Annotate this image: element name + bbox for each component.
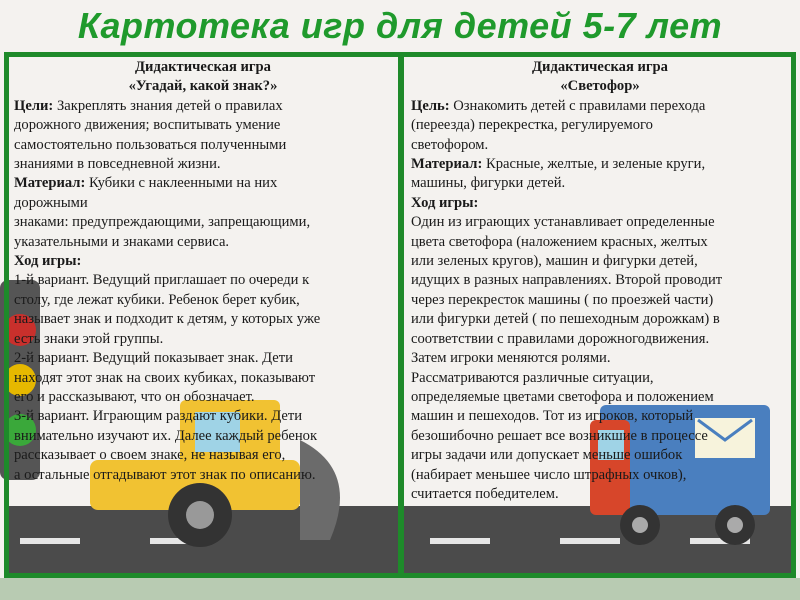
right-process-line: машин и пешеходов. Тот из игроков, который xyxy=(411,408,694,425)
right-material-line: машины, фигурки детей. xyxy=(411,175,566,192)
left-game-name: «Угадай, какой знак?» xyxy=(128,78,278,95)
left-material-line: знаками: предупреждающими, запрещающими, xyxy=(14,214,311,231)
goal-label: Цель: xyxy=(411,97,450,114)
right-goal-line: (переезда) перекрестка, регулируемого xyxy=(411,117,653,134)
right-process-line: через перекресток машины ( по проезжей части) xyxy=(411,291,714,308)
right-process-line: безошибочно решает все возникшие в процессе xyxy=(411,427,708,444)
right-game-name: «Светофор» xyxy=(560,78,640,95)
left-process-line: столу, где лежат кубики. Ребенок берет кубик, xyxy=(14,291,300,308)
right-process-line: Один из играющих устанавливает определенные xyxy=(411,214,715,231)
left-process-line: называет знак и подходит к детям, у которых уже xyxy=(14,311,321,328)
left-process-line: 2-й вариант. Ведущий показывает знак. Дети xyxy=(14,350,293,367)
right-process-line: считается победителем. xyxy=(411,485,559,502)
right-heading: Дидактическая игра xyxy=(532,59,668,75)
right-goal-line: светофором. xyxy=(411,136,489,153)
page-title: Картотека игр для детей 5-7 лет xyxy=(77,5,723,46)
left-goals-line: знаниями в повседневной жизни. xyxy=(14,156,221,173)
left-goals-line: дорожного движения; воспитывать умение xyxy=(14,117,281,134)
right-material-line: Материал: Красные, желтые, и зеленые круги, xyxy=(411,156,706,173)
right-process-line: (набирает меньшее число штрафных очков), xyxy=(411,466,687,483)
left-process-line: рассказывает о своем знаке, не называя его, xyxy=(14,447,286,464)
left-material-line: Материал: Кубики с наклеенными на них xyxy=(14,175,278,192)
left-material-line: указательными и знаками сервиса. xyxy=(14,233,230,250)
left-process-line: внимательно изучают их. Далее каждый ребенок xyxy=(14,427,318,444)
process-label: Ход игры: xyxy=(411,194,479,211)
material-label: Материал: xyxy=(411,156,483,173)
right-process-line: цвета светофора (наложением красных, желтых xyxy=(411,233,708,250)
left-material-line: дорожными xyxy=(14,194,88,211)
right-column xyxy=(411,58,789,504)
right-process-line: Затем игроки меняются ролями. xyxy=(411,350,611,367)
left-column xyxy=(14,58,392,485)
right-process-line: или зеленых кругов), машин и фигурки детей, xyxy=(411,253,698,270)
material-label: Материал: xyxy=(14,175,86,192)
right-process-line: идущих в разных направлениях. Второй проводит xyxy=(411,272,723,289)
right-process-line: игры задачи или допускает меньше ошибок xyxy=(411,447,683,464)
right-goal-line: Цель: Ознакомить детей с правилами перехода xyxy=(411,97,706,114)
right-process-line: соответствии с правилами дорожногодвижения. xyxy=(411,330,710,347)
left-process-line: находят этот знак на своих кубиках, показывают xyxy=(14,369,316,386)
left-goals-line: самостоятельно пользоваться полученными xyxy=(14,136,287,153)
left-goals-line: Цели: Закреплять знания детей о правилах xyxy=(14,97,283,114)
goals-label: Цели: xyxy=(14,97,54,114)
left-process-line: а остальные отгадывают этот знак по описанию. xyxy=(14,466,316,483)
left-process-line: 1-й вариант. Ведущий приглашает по очереди к xyxy=(14,272,310,289)
right-process-line: или фигурки детей ( по пешеходным дорожкам) в xyxy=(411,311,720,328)
ground-strip xyxy=(0,578,800,600)
left-process-line: есть знаки этой группы. xyxy=(14,330,164,347)
left-heading: Дидактическая игра xyxy=(135,59,271,75)
right-process-line: определяемые цветами светофора и положением xyxy=(411,388,714,405)
right-process-line: Рассматриваются различные ситуации, xyxy=(411,369,654,386)
left-process-line: его и рассказывают, что он обозначает. xyxy=(14,388,255,405)
left-process-line: 3-й вариант. Играющим раздают кубики. Дети xyxy=(14,408,303,425)
column-divider xyxy=(398,52,404,578)
process-label: Ход игры: xyxy=(14,253,82,270)
